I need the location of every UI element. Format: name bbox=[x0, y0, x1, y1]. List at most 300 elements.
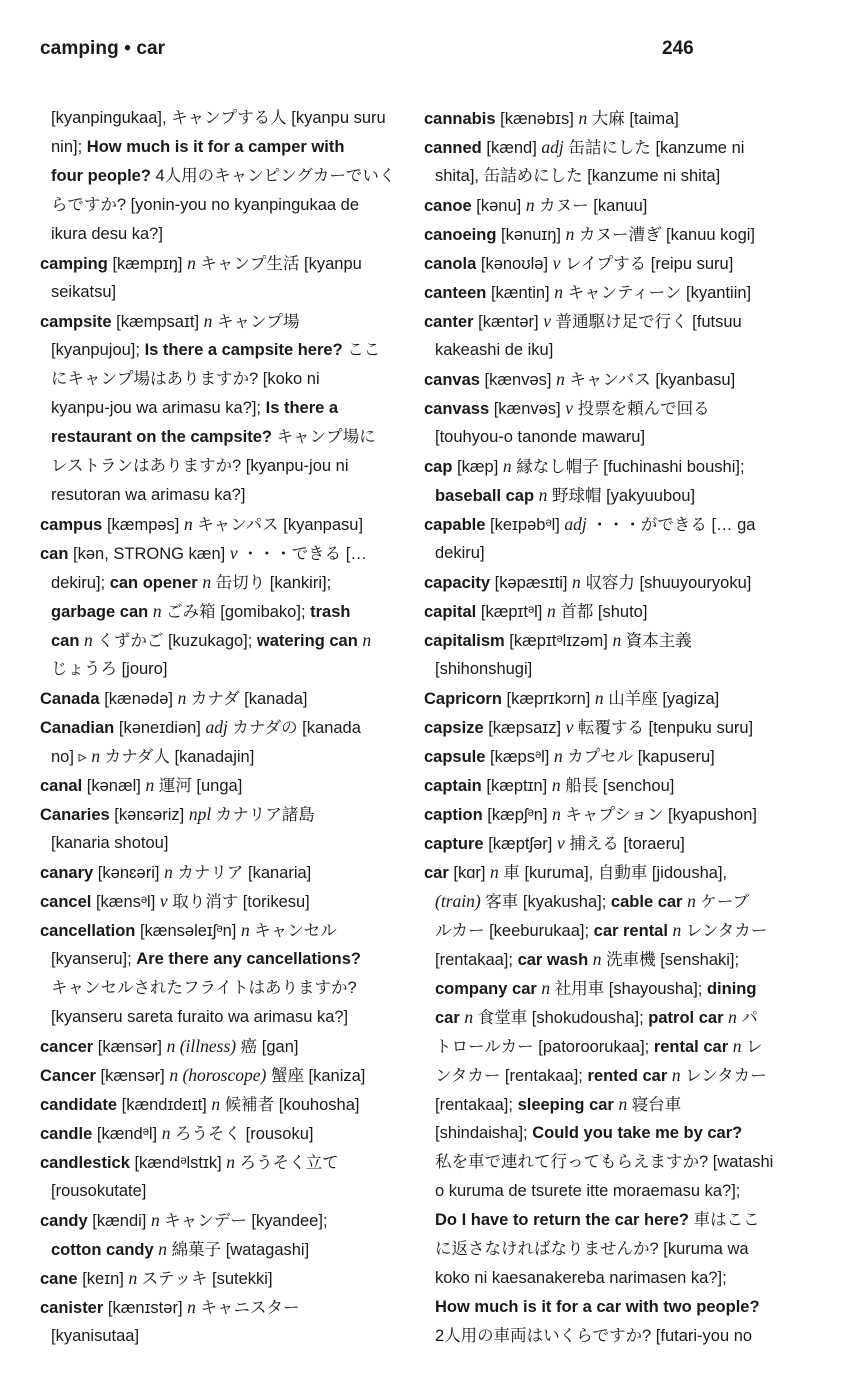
bold-term: canvass bbox=[424, 400, 490, 418]
part-of-speech: n bbox=[538, 485, 548, 505]
bold-term: company car bbox=[435, 980, 537, 998]
part-of-speech: n (illness) bbox=[166, 1036, 237, 1056]
entry-text: no] ▹ bbox=[51, 748, 92, 766]
bold-term: capture bbox=[424, 835, 484, 853]
entry-text: レンタカー bbox=[680, 1067, 767, 1085]
part-of-speech: n bbox=[554, 282, 563, 302]
bold-term: canal bbox=[40, 777, 83, 795]
entry-text: レンタカー bbox=[681, 922, 768, 940]
entry-headword-line bbox=[424, 597, 804, 626]
entry-text: 食堂車 [shokudousha]; bbox=[473, 1009, 649, 1027]
entry-continuation-line bbox=[424, 336, 804, 365]
entry-text: くずかご [kuzukago]; bbox=[92, 632, 257, 650]
part-of-speech: n bbox=[187, 1297, 196, 1317]
entry-continuation-line bbox=[40, 191, 416, 220]
entry-continuation-line bbox=[424, 539, 804, 568]
entry-continuation-line bbox=[40, 626, 416, 655]
entry-text: レ bbox=[741, 1038, 763, 1056]
entry-continuation-line bbox=[424, 481, 804, 510]
entry-continuation-line bbox=[40, 278, 416, 307]
part-of-speech: n bbox=[490, 862, 499, 882]
entry-text: ステッキ [sutekki] bbox=[137, 1270, 273, 1288]
entry-text: [kyanseru sareta furaito wa arimasu ka?] bbox=[51, 1008, 349, 1026]
bold-term: Do I have to return the car here? bbox=[435, 1211, 689, 1229]
entry-headword-line bbox=[424, 568, 804, 597]
entry-continuation-line bbox=[424, 1177, 804, 1206]
part-of-speech: n bbox=[541, 978, 551, 998]
entry-text: [kænsər] bbox=[95, 1067, 170, 1085]
entry-text: ikura desu ka?] bbox=[51, 225, 163, 243]
bold-term: canteen bbox=[424, 284, 487, 302]
part-of-speech: n bbox=[551, 775, 561, 795]
entry-text: [rentakaa]; bbox=[435, 951, 518, 969]
entry-text: [kyanisutaa] bbox=[51, 1327, 140, 1345]
entry-text: 缶切り [kankiri]; bbox=[211, 574, 332, 592]
entry-text: 収容力 [shuuyouryoku] bbox=[580, 574, 752, 592]
part-of-speech: n bbox=[202, 572, 212, 592]
entry-headword-line bbox=[424, 249, 804, 278]
entry-continuation-line bbox=[424, 1264, 804, 1293]
entry-text: パ bbox=[736, 1009, 758, 1027]
entry-text: resutoran wa arimasu ka?] bbox=[51, 486, 246, 504]
part-of-speech: v bbox=[229, 543, 238, 563]
entry-text: 癌 [gan] bbox=[236, 1038, 299, 1056]
entry-text: [kəneɪdiən] bbox=[114, 719, 206, 737]
entry-text: seikatsu] bbox=[51, 283, 117, 301]
bold-term: candlestick bbox=[40, 1154, 130, 1172]
entry-headword-line bbox=[424, 394, 804, 423]
bold-term: can bbox=[40, 545, 69, 563]
entry-headword-line bbox=[40, 800, 416, 829]
entry-text: [kənu] bbox=[471, 197, 526, 215]
part-of-speech: n bbox=[161, 1123, 171, 1143]
part-of-speech: n bbox=[203, 311, 213, 331]
entry-continuation-line bbox=[424, 1090, 804, 1119]
entry-headword-line bbox=[40, 916, 416, 945]
part-of-speech: n bbox=[732, 1036, 742, 1056]
entry-text: [kænsər] bbox=[93, 1038, 167, 1056]
entry-text: ケーブ bbox=[695, 893, 750, 911]
entry-headword-line bbox=[40, 307, 416, 336]
entry-headword-line bbox=[40, 1206, 416, 1235]
bold-term: car rental bbox=[593, 922, 668, 940]
bold-term: capitalism bbox=[424, 632, 505, 650]
entry-continuation-line bbox=[424, 162, 804, 191]
page-number: 246 bbox=[662, 38, 694, 59]
entry-text: [rentakaa]; bbox=[435, 1096, 518, 1114]
bold-term: cannabis bbox=[424, 110, 496, 128]
entry-text: [shihonshugi] bbox=[435, 660, 533, 678]
bold-term: car bbox=[424, 864, 449, 882]
entry-text: [kæpsaɪz] bbox=[483, 719, 566, 737]
entry-text: [kænɪstər] bbox=[103, 1299, 188, 1317]
part-of-speech: n bbox=[671, 1065, 681, 1085]
entry-text: [kændɪdeɪt] bbox=[117, 1096, 212, 1114]
bold-term: capable bbox=[424, 516, 486, 534]
entry-text: ろうそく立て bbox=[235, 1154, 339, 1172]
entry-headword-line bbox=[40, 771, 416, 800]
bold-term: Canaries bbox=[40, 806, 110, 824]
entry-text: [kyanpingukaa], キャンプする人 [kyanpu suru bbox=[51, 109, 386, 127]
entry-headword-line bbox=[424, 220, 804, 249]
part-of-speech: n bbox=[687, 891, 696, 911]
entry-text: [kənoʊlə] bbox=[476, 255, 553, 273]
entry-text: キャンデー [kyandee]; bbox=[159, 1212, 328, 1230]
entry-continuation-line bbox=[424, 1003, 804, 1032]
bold-term: canter bbox=[424, 313, 474, 331]
entry-text: [kənɛəri] bbox=[93, 864, 165, 882]
entry-text: [kənæl] bbox=[82, 777, 146, 795]
entry-headword-line bbox=[40, 510, 416, 539]
entry-text: 寝台車 bbox=[627, 1096, 682, 1114]
entry-text: 転覆する [tenpuku suru] bbox=[573, 719, 754, 737]
entry-headword-line bbox=[424, 104, 804, 133]
entry-text: [kændᵊlstɪk] bbox=[129, 1154, 227, 1172]
entry-continuation-line bbox=[40, 945, 416, 974]
bold-term: Capricorn bbox=[424, 690, 502, 708]
bold-term: camping bbox=[40, 255, 108, 273]
part-of-speech: n bbox=[150, 1210, 160, 1230]
entry-text: 資本主義 bbox=[621, 632, 692, 650]
entry-text: [kænd] bbox=[481, 139, 542, 157]
part-of-speech: n bbox=[240, 920, 250, 940]
part-of-speech: n bbox=[464, 1007, 474, 1027]
entry-text: 私を車で連れて行ってもらえますか? [watashi bbox=[435, 1153, 774, 1171]
entry-text: 車はここ bbox=[688, 1211, 760, 1229]
part-of-speech: n bbox=[177, 688, 187, 708]
entry-text: 普通駆け足で行く [futsuu bbox=[551, 313, 742, 331]
entry-continuation-line bbox=[424, 1119, 804, 1148]
part-of-speech: n bbox=[612, 630, 622, 650]
part-of-speech: n bbox=[552, 804, 561, 824]
entry-text: [kæpɪtᵊlɪzəm] bbox=[504, 632, 613, 650]
bold-term: captain bbox=[424, 777, 482, 795]
entry-text: [kyanseru]; bbox=[51, 950, 137, 968]
bold-term: candy bbox=[40, 1212, 88, 1230]
part-of-speech: adj bbox=[205, 717, 228, 737]
entry-text: 洗車機 [senshaki]; bbox=[601, 951, 740, 969]
entry-headword-line bbox=[40, 1090, 416, 1119]
entry-text: 綿菓子 [watagashi] bbox=[167, 1241, 310, 1259]
bold-term: canvas bbox=[424, 371, 480, 389]
entry-text: キャニスター bbox=[195, 1299, 300, 1317]
entry-text: [shindaisha]; bbox=[435, 1124, 533, 1142]
entry-text: [kænədə] bbox=[99, 690, 178, 708]
entry-text: [kæntin] bbox=[486, 284, 555, 302]
bold-term: capsule bbox=[424, 748, 486, 766]
part-of-speech: n bbox=[183, 514, 193, 534]
bold-term: cancellation bbox=[40, 922, 136, 940]
guide-words: camping • car bbox=[40, 38, 166, 59]
entry-text: 捕える [toraeru] bbox=[564, 835, 685, 853]
entry-continuation-line bbox=[40, 162, 416, 191]
bold-term: Is there a bbox=[265, 399, 339, 417]
entry-headword-line bbox=[424, 626, 804, 655]
entry-headword-line bbox=[40, 1293, 416, 1322]
entry-headword-line bbox=[424, 858, 804, 887]
entry-text: 投票を頼んで回る bbox=[573, 400, 710, 418]
entry-text: [kæptʃər] bbox=[483, 835, 557, 853]
left-column bbox=[40, 104, 416, 1351]
bold-term: candidate bbox=[40, 1096, 118, 1114]
entry-text: [kænsəleɪʃᵊn] bbox=[135, 922, 241, 940]
bold-term: trash bbox=[310, 603, 351, 621]
bold-term: cap bbox=[424, 458, 453, 476]
entry-headword-line bbox=[424, 133, 804, 162]
bold-term: cotton candy bbox=[51, 1241, 154, 1259]
entry-continuation-line bbox=[424, 1206, 804, 1235]
entry-headword-line bbox=[40, 684, 416, 713]
entry-continuation-line bbox=[40, 829, 416, 858]
bold-term: candle bbox=[40, 1125, 93, 1143]
part-of-speech: n bbox=[145, 775, 155, 795]
bold-term: patrol car bbox=[648, 1009, 724, 1027]
entry-headword-line bbox=[424, 684, 804, 713]
part-of-speech: v bbox=[565, 398, 574, 418]
part-of-speech: n bbox=[672, 920, 682, 940]
entry-continuation-line bbox=[424, 1235, 804, 1264]
part-of-speech: n bbox=[502, 456, 512, 476]
entry-headword-line bbox=[424, 829, 804, 858]
entry-continuation-line bbox=[40, 133, 416, 162]
bold-term: Cancer bbox=[40, 1067, 96, 1085]
entry-text: トロールカー [patoroorukaa]; bbox=[435, 1038, 654, 1056]
part-of-speech: n bbox=[525, 195, 535, 215]
entry-text: [kændᵊl] bbox=[92, 1125, 162, 1143]
entry-text: [kæpʃᵊn] bbox=[482, 806, 553, 824]
entry-text: カヌー [kanuu] bbox=[534, 197, 648, 215]
bold-term: car wash bbox=[517, 951, 589, 969]
entry-text: カプセル [kapuseru] bbox=[562, 748, 715, 766]
bold-term: car bbox=[435, 1009, 460, 1027]
entry-text: 車 [kuruma], 自動車 [jidousha], bbox=[498, 864, 728, 882]
entry-text: 運河 [unga] bbox=[154, 777, 243, 795]
entry-text: 取り消す [torikesu] bbox=[167, 893, 310, 911]
part-of-speech: n bbox=[556, 369, 565, 389]
entry-text: ごみ箱 [gomibako]; bbox=[161, 603, 311, 621]
entry-text: カヌー漕ぎ [kanuu kogi] bbox=[574, 226, 756, 244]
bold-term: canned bbox=[424, 139, 482, 157]
part-of-speech: n bbox=[152, 601, 162, 621]
bold-term: canister bbox=[40, 1299, 104, 1317]
entry-text: [keɪn] bbox=[77, 1270, 129, 1288]
bold-term: campsite bbox=[40, 313, 112, 331]
entry-text: [kænsᵊl] bbox=[91, 893, 160, 911]
part-of-speech: v bbox=[556, 833, 565, 853]
entry-headword-line bbox=[424, 800, 804, 829]
entry-continuation-line bbox=[424, 1322, 804, 1351]
entry-text: じょうろ [jouro] bbox=[51, 660, 168, 678]
entry-text: nin]; bbox=[51, 138, 87, 156]
part-of-speech: n bbox=[362, 630, 372, 650]
entry-text: shita], 缶詰めにした [kanzume ni shita] bbox=[435, 167, 721, 185]
part-of-speech: n bbox=[211, 1094, 221, 1114]
entry-text: [kæmpsaɪt] bbox=[111, 313, 204, 331]
part-of-speech: (train) bbox=[435, 891, 481, 911]
entry-text: 首都 [shuto] bbox=[555, 603, 648, 621]
bold-term: Canada bbox=[40, 690, 100, 708]
bold-term: canola bbox=[424, 255, 477, 273]
entry-headword-line bbox=[40, 249, 416, 278]
part-of-speech: v bbox=[552, 253, 561, 273]
part-of-speech: n bbox=[728, 1007, 737, 1027]
entry-text: に返さなければなりませんか? [kuruma wa bbox=[435, 1240, 749, 1258]
entry-text: [kæntər] bbox=[473, 313, 544, 331]
entry-text: dekiru] bbox=[435, 544, 485, 562]
bold-term: baseball cap bbox=[435, 487, 535, 505]
entry-continuation-line bbox=[424, 1148, 804, 1177]
part-of-speech: n bbox=[226, 1152, 236, 1172]
bold-term: garbage can bbox=[51, 603, 149, 621]
bold-term: dining bbox=[706, 980, 757, 998]
entry-continuation-line bbox=[40, 220, 416, 249]
entry-text: [kænəbɪs] bbox=[495, 110, 579, 128]
entry-continuation-line bbox=[40, 365, 416, 394]
entry-text: [kæp] bbox=[452, 458, 503, 476]
entry-continuation-line bbox=[40, 1322, 416, 1351]
bold-term: capsize bbox=[424, 719, 484, 737]
entry-text: o kuruma de tsurete itte moraemasu ka?]; bbox=[435, 1182, 741, 1200]
entry-text: [rousokutate] bbox=[51, 1182, 147, 1200]
entry-text: kakeashi de iku] bbox=[435, 341, 554, 359]
entry-text: レイプする [reipu suru] bbox=[560, 255, 734, 273]
bold-term: cancel bbox=[40, 893, 92, 911]
page-header bbox=[40, 38, 803, 66]
part-of-speech: n bbox=[592, 949, 602, 969]
bold-term: restaurant on the campsite? bbox=[51, 428, 272, 446]
entry-text: ンタカー [rentakaa]; bbox=[435, 1067, 588, 1085]
bold-term: capital bbox=[424, 603, 477, 621]
entry-headword-line bbox=[424, 510, 804, 539]
entry-continuation-line bbox=[40, 452, 416, 481]
entry-text: 客車 [kyakusha]; bbox=[480, 893, 611, 911]
entry-text: [kæpsᵊl] bbox=[485, 748, 554, 766]
entry-continuation-line bbox=[424, 655, 804, 684]
entry-text: 缶詰にした [kanzume ni bbox=[563, 139, 745, 157]
part-of-speech: n bbox=[553, 746, 563, 766]
entry-headword-line bbox=[424, 191, 804, 220]
part-of-speech: n bbox=[578, 108, 588, 128]
part-of-speech: n bbox=[187, 253, 196, 273]
entry-text: らですか? [yonin-you no kyanpingukaa de bbox=[51, 196, 360, 214]
entry-text: 候補者 [kouhosha] bbox=[220, 1096, 360, 1114]
entry-continuation-line bbox=[424, 1061, 804, 1090]
entry-continuation-line bbox=[424, 916, 804, 945]
entry-text: [touhyou-o tanonde mawaru] bbox=[435, 428, 646, 446]
entry-text: ・・・できる [… bbox=[237, 545, 367, 563]
entry-text: kyanpu-jou wa arimasu ka?]; bbox=[51, 399, 266, 417]
entry-text: キャンバス [kyanbasu] bbox=[564, 371, 736, 389]
entry-text: カナダ [kanada] bbox=[186, 690, 308, 708]
entry-continuation-line bbox=[424, 887, 804, 916]
part-of-speech: n bbox=[594, 688, 604, 708]
part-of-speech: n bbox=[158, 1239, 168, 1259]
entry-continuation-line bbox=[40, 423, 416, 452]
entry-text: [kəpæsɪti] bbox=[490, 574, 573, 592]
entry-text: カナダ人 [kanadajin] bbox=[100, 748, 255, 766]
entry-headword-line bbox=[424, 771, 804, 800]
entry-headword-line bbox=[40, 887, 416, 916]
bold-term: caption bbox=[424, 806, 483, 824]
bold-term: Are there any cancellations? bbox=[136, 950, 361, 968]
entry-continuation-line bbox=[40, 742, 416, 771]
entry-continuation-line bbox=[424, 1293, 804, 1322]
entry-text: 2人用の車両はいくらですか? [futari-you no bbox=[435, 1327, 753, 1345]
entry-continuation-line bbox=[424, 974, 804, 1003]
entry-text: カナリア諸島 bbox=[211, 806, 315, 824]
entry-text: [kændi] bbox=[87, 1212, 151, 1230]
entry-text: koko ni kaesanakereba narimasen ka?]; bbox=[435, 1269, 727, 1287]
entry-text: 大麻 [taima] bbox=[587, 110, 679, 128]
bold-term: sleeping car bbox=[517, 1096, 614, 1114]
entry-text: 蟹座 [kaniza] bbox=[266, 1067, 366, 1085]
entry-text: [kyanpujou]; bbox=[51, 341, 145, 359]
entry-headword-line bbox=[424, 307, 804, 336]
right-column bbox=[424, 104, 804, 1351]
entry-continuation-line bbox=[40, 394, 416, 423]
bold-term: capacity bbox=[424, 574, 491, 592]
part-of-speech: npl bbox=[188, 804, 212, 824]
part-of-speech: v bbox=[543, 311, 552, 331]
part-of-speech: n bbox=[572, 572, 581, 592]
entry-text: [kæptɪn] bbox=[481, 777, 552, 795]
entry-text: [kæmpəs] bbox=[102, 516, 184, 534]
bold-term: cable car bbox=[610, 893, 683, 911]
entry-continuation-line bbox=[40, 104, 416, 133]
entry-text: キャンパス [kyanpasu] bbox=[192, 516, 364, 534]
bold-term: rental car bbox=[653, 1038, 729, 1056]
entry-text: キャプション [kyapushon] bbox=[560, 806, 757, 824]
entry-headword-line bbox=[424, 452, 804, 481]
entry-headword-line bbox=[40, 539, 416, 568]
part-of-speech: adj bbox=[541, 137, 564, 157]
part-of-speech: n bbox=[91, 746, 101, 766]
entry-continuation-line bbox=[40, 481, 416, 510]
entry-text: レストランはありますか? [kyanpu-jou ni bbox=[51, 457, 349, 475]
part-of-speech: v bbox=[565, 717, 574, 737]
part-of-speech: n bbox=[546, 601, 556, 621]
entry-continuation-line bbox=[40, 974, 416, 1003]
entry-text: 野球帽 [yakyuubou] bbox=[547, 487, 696, 505]
entry-text: 社用車 [shayousha]; bbox=[550, 980, 707, 998]
part-of-speech: adj bbox=[564, 514, 587, 534]
entry-text: [kæmpɪŋ] bbox=[107, 255, 188, 273]
entry-text: 縁なし帽子 [fuchinashi boushi]; bbox=[511, 458, 745, 476]
entry-text: [kæprɪkɔrn] bbox=[501, 690, 595, 708]
entry-text: にキャンプ場はありますか? [koko ni bbox=[51, 370, 320, 388]
entry-continuation-line bbox=[424, 1032, 804, 1061]
entry-continuation-line bbox=[40, 655, 416, 684]
entry-continuation-line bbox=[424, 423, 804, 452]
entry-text: ・・・ができる [… ga bbox=[586, 516, 756, 534]
entry-headword-line bbox=[424, 278, 804, 307]
entry-continuation-line bbox=[40, 1003, 416, 1032]
entry-continuation-line bbox=[40, 1177, 416, 1206]
entry-continuation-line bbox=[40, 336, 416, 365]
part-of-speech: v bbox=[159, 891, 168, 911]
entry-text: 船長 [senchou] bbox=[560, 777, 675, 795]
entry-headword-line bbox=[40, 1148, 416, 1177]
entry-text: [kæpɪtᵊl] bbox=[476, 603, 547, 621]
entry-text: キャンセルされたフライトはありますか? bbox=[51, 979, 357, 997]
entry-text: 山羊座 [yagiza] bbox=[603, 690, 720, 708]
bold-term: campus bbox=[40, 516, 103, 534]
entry-headword-line bbox=[424, 713, 804, 742]
entry-text: カナダの [kanada bbox=[227, 719, 361, 737]
bold-term: can opener bbox=[109, 574, 198, 592]
entry-text: [kænvəs] bbox=[489, 400, 566, 418]
entry-headword-line bbox=[40, 1119, 416, 1148]
